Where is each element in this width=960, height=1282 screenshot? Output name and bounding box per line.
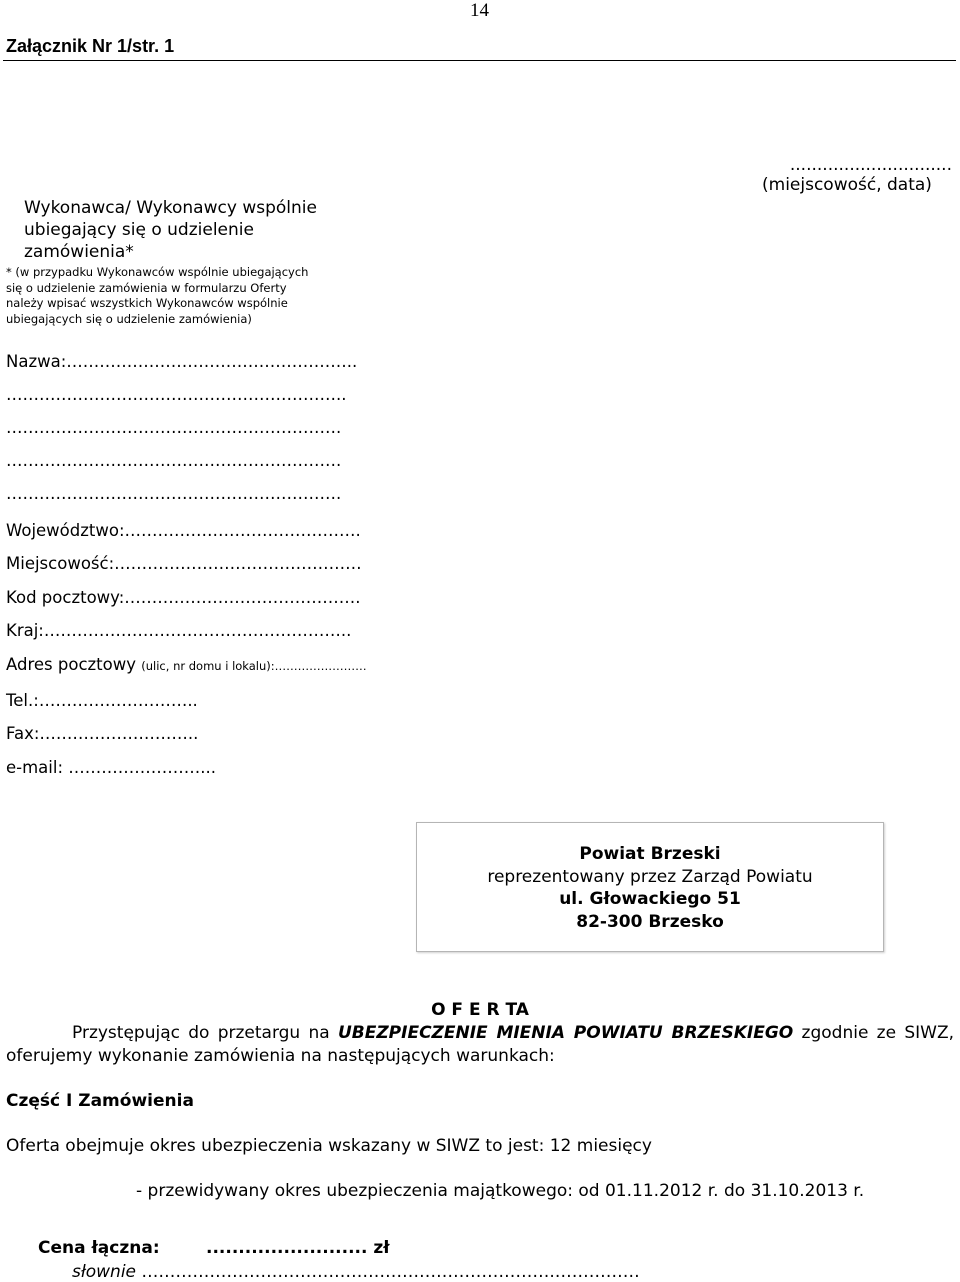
- address-label: Adres pocztowy: [6, 655, 142, 674]
- recipient-name: Powiat Brzeski: [579, 844, 721, 864]
- city-field[interactable]: Miejscowość:………………………………………: [6, 554, 362, 573]
- address-field[interactable]: [6, 655, 367, 674]
- recipient-street: ul. Głowackiego 51: [559, 889, 741, 909]
- total-price-value[interactable]: ......................... zł: [206, 1238, 390, 1258]
- offer-intro: [6, 1022, 954, 1068]
- fax-field[interactable]: Fax:………………………..: [6, 724, 199, 743]
- contractor-note: * (w przypadku Wykonawców wspólnie ubiegających się o udzielenie zamówienia w formularzu Oferty należy wpisać wszystkich Wykonawców wspólnie ubiegających się o udzielenie zamówienia): [6, 265, 309, 326]
- offer-intro-b: zgodnie ze SIWZ, oferujemy wykonanie zamówienia na następujących warunkach:: [6, 1023, 955, 1066]
- email-field[interactable]: e-mail: ……………………...: [6, 758, 216, 777]
- recipient-city: 82-300 Brzesko: [576, 911, 724, 932]
- name-line-5[interactable]: …………………………………………………….: [6, 484, 342, 503]
- period-text: - przewidywany okres ubezpieczenia majątkowego: od 01.11.2012 r. do 31.10.2013 r.: [136, 1181, 865, 1201]
- recipient-address-box: [416, 822, 884, 952]
- name-line-4[interactable]: …………………………………………………….: [6, 451, 342, 470]
- name-line-3[interactable]: …………………………………………………….: [6, 418, 342, 437]
- country-field[interactable]: Kraj:………………………………………………..: [6, 621, 352, 640]
- name-line-2[interactable]: ……………………………………………………..: [6, 385, 347, 404]
- coverage-text: Oferta obejmuje okres ubezpieczenia wskazany w SIWZ to jest: 12 miesięcy: [6, 1136, 652, 1156]
- attachment-label: Załącznik Nr 1/str. 1: [6, 36, 175, 56]
- price-in-words-label: słownie: [72, 1262, 136, 1282]
- total-price: [38, 1238, 390, 1258]
- contractor-block: [6, 197, 326, 327]
- address-dots[interactable]: ……………………: [274, 659, 367, 673]
- tel-field[interactable]: Tel.:………………………..: [6, 691, 198, 710]
- contractor-title: Wykonawca/ Wykonawcy wspólnie ubiegający się o udzielenie zamówienia*: [24, 198, 317, 262]
- part-heading: Część I Zamówienia: [6, 1091, 194, 1111]
- offer-intro-a: Przystępując do przetargu na: [72, 1023, 338, 1043]
- name-field[interactable]: Nazwa:……………………………………………..: [6, 352, 358, 371]
- price-in-words-dots[interactable]: ……………………………………………………………….……………: [141, 1262, 640, 1282]
- voivodeship-field[interactable]: Województwo:…………………………………….: [6, 521, 361, 540]
- address-hint: (ulic, nr domu i lokalu):: [141, 659, 275, 673]
- offer-subject: UBEZPIECZENIE MIENIA POWIATU BRZESKIEGO: [337, 1023, 794, 1043]
- price-in-words: [72, 1262, 640, 1282]
- offer-title: O F E R TA: [431, 1000, 529, 1020]
- total-price-label: Cena łączna:: [38, 1238, 160, 1258]
- place-date-label: (miejscowość, data): [762, 175, 932, 195]
- recipient-represented: reprezentowany przez Zarząd Powiatu: [487, 866, 813, 887]
- postcode-field[interactable]: Kod pocztowy:…………………………………….: [6, 588, 361, 607]
- place-date-dots[interactable]: ..............................: [789, 155, 952, 175]
- page-number: 14: [470, 0, 489, 21]
